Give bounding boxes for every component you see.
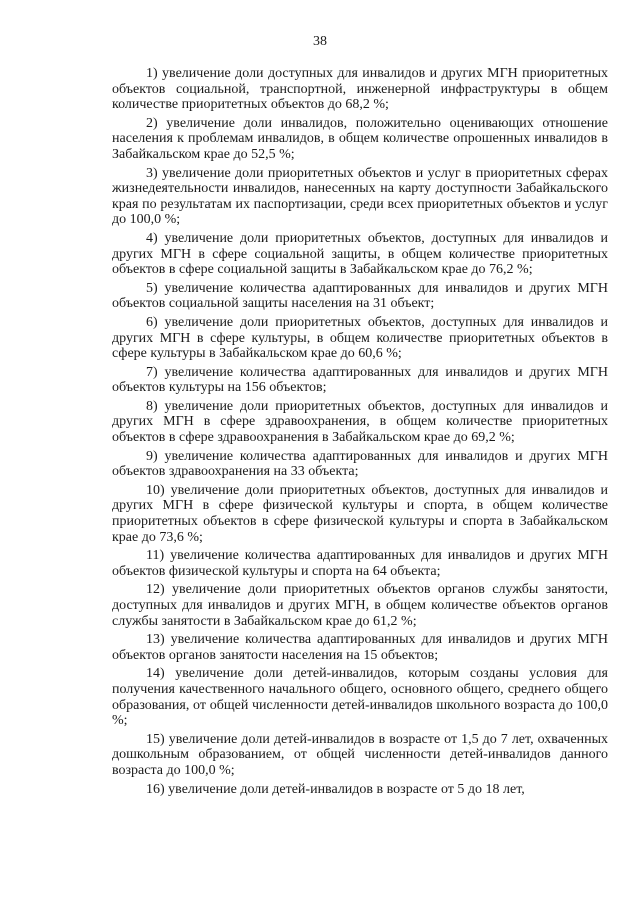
list-item-3: 3) увеличение доли приоритетных объектов и услуг в приоритетных сферах жизнедеятельности инвалидов, нанесенных на карту доступности Забайкальского края по результатам их паспортизации, среди всех приоритетных объектов и услуг до 100,0 %; [112, 165, 608, 228]
list-item-15: 15) увеличение доли детей-инвалидов в возрасте от 1,5 до 7 лет, охваченных дошкольным образованием, от общей численности детей-инвалидов данного возраста до 100,0 %; [112, 731, 608, 778]
list-item-4: 4) увеличение доли приоритетных объектов, доступных для инвалидов и других МГН в сфере социальной защиты, в общем количестве приоритетных объектов в сфере социальной защиты в Забайкальском крае до 76,2 %; [112, 230, 608, 278]
list-item-9: 9) увеличение количества адаптированных для инвалидов и других МГН объектов здравоохранения на 33 объекта; [112, 448, 608, 480]
list-item-1: 1) увеличение доли доступных для инвалидов и других МГН приоритетных объектов социальной, транспортной, инженерной инфраструктуры в общем количестве приоритетных объектов до 68,2 %; [112, 66, 608, 113]
list-item-6: 6) увеличение доли приоритетных объектов, доступных для инвалидов и других МГН в сфере культуры, в общем количестве приоритетных объектов в сфере культуры в Забайкальском крае до 60,6 %; [112, 314, 608, 362]
document-body [112, 66, 608, 800]
list-item-5: 5) увеличение количества адаптированных для инвалидов и других МГН объектов социальной защиты населения на 31 объект; [112, 280, 608, 312]
list-item-13: 13) увеличение количества адаптированных для инвалидов и других МГН объектов органов занятости населения на 15 объектов; [112, 632, 608, 663]
list-item-14: 14) увеличение доли детей-инвалидов, которым созданы условия для получения качественного начального общего, основного общего, среднего общего образования, от общей численности детей-инвалидов школьного возраста до 100,0 %; [112, 666, 608, 729]
list-item-7: 7) увеличение количества адаптированных для инвалидов и других МГН объектов культуры на 156 объектов; [112, 364, 608, 396]
page-number: 38 [313, 34, 327, 49]
list-item-11: 11) увеличение количества адаптированных для инвалидов и других МГН объектов физической культуры и спорта на 64 объекта; [112, 548, 608, 579]
list-item-16: 16) увеличение доли детей-инвалидов в возрасте от 5 до 18 лет, [146, 781, 525, 797]
list-item-2: 2) увеличение доли инвалидов, положительно оценивающих отношение населения к проблемам инвалидов, в общем количестве опрошенных инвалидов в Забайкальском крае до 52,5 %; [112, 115, 608, 162]
list-item-10: 10) увеличение доли приоритетных объектов, доступных для инвалидов и других МГН в сфере физической культуры и спорта, в общем количестве приоритетных объектов в сфере физической культуры и спорта в Забайкальском крае до 73,6 %; [112, 482, 608, 545]
list-item-8: 8) увеличение доли приоритетных объектов, доступных для инвалидов и других МГН в сфере здравоохранения, в общем количестве приоритетных объектов в сфере здравоохранения в Забайкальском крае до 69,2 %; [112, 398, 608, 446]
list-item-12: 12) увеличение доли приоритетных объектов органов службы занятости, доступных для инвалидов и других МГН, в общем количестве объектов органов службы занятости в Забайкальском крае до 61,2 %; [112, 582, 608, 629]
